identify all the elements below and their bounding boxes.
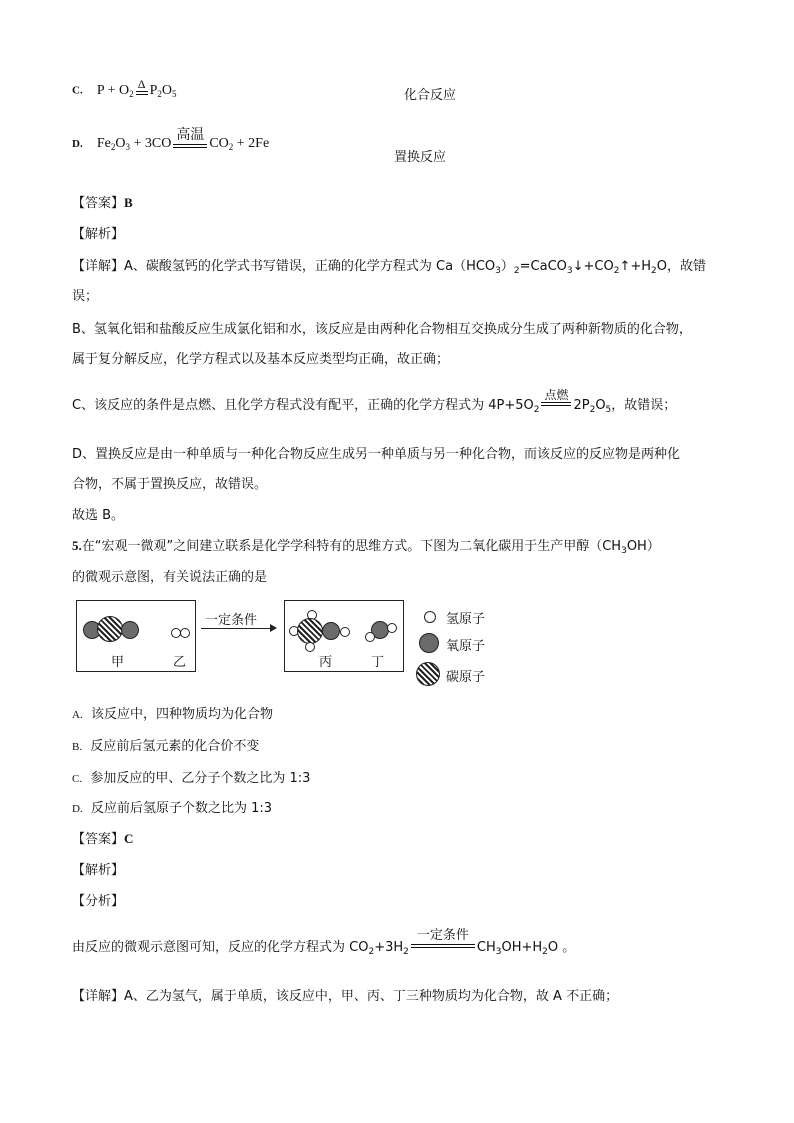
- option-c-type: 化合反应: [404, 88, 457, 103]
- arrowhead-icon: [270, 624, 277, 632]
- option-letter: D.: [72, 138, 83, 151]
- products-box: [284, 600, 404, 672]
- analysis-heading: 【解析】: [72, 227, 125, 242]
- detail-b-line2: 属于复分解反应，化学方程式以及基本反应类型均正确，故正确；: [72, 352, 450, 367]
- question-5-line2: 的微观示意图，有关说法正确的是: [72, 570, 268, 585]
- reaction-condition: Δ: [136, 78, 148, 95]
- label-bing: 丙: [319, 655, 333, 670]
- option-a: A. 该反应中，四种物质均为化合物: [72, 707, 273, 722]
- detail-line-a: 【详解】A、碳酸氢钙的化学式书写错误，正确的化学方程式为 $Ca(HCO_3)_2=CaCO_3↓+CO_2↑+H_2O$，故错: [72, 259, 707, 276]
- option-c: C. 参加反应的甲、乙分子个数之比为 1:3: [72, 771, 311, 786]
- hydrogen-atom-icon: [424, 611, 436, 623]
- detail-b-line1: B、氢氧化铝和盐酸反应生成氯化铝和水，该反应是由两种化合物相互交换成分生成了两种新物质的化合物，: [72, 322, 692, 337]
- option-d-row: [72, 128, 270, 154]
- analysis-heading: 【解析】: [72, 863, 125, 878]
- label-yi: 乙: [173, 655, 187, 670]
- carbon-atom-icon: [416, 662, 440, 686]
- fenxi-heading: 【分析】: [72, 894, 125, 909]
- option-c-row: [72, 77, 177, 99]
- reaction-condition: 一定条件: [411, 928, 475, 948]
- option-letter: C.: [72, 84, 83, 97]
- arrow-icon: [201, 628, 275, 629]
- oxygen-atom-icon: [121, 621, 139, 639]
- detail-2-line: 【详解】A、乙为氢气，属于单质，该反应中，甲、丙、丁三种物质均为化合物，故 A 不正确；: [72, 989, 619, 1004]
- hydrogen-atom-icon: [305, 642, 315, 652]
- hydrogen-atom-icon: [365, 632, 375, 642]
- oxygen-atom-icon: [419, 633, 439, 653]
- legend-carbon: 碳原子: [446, 670, 486, 685]
- option-d: D. 反应前后氢原子个数之比为 1:3: [72, 801, 273, 816]
- answer-line: [72, 828, 133, 847]
- answer-value: B: [124, 195, 133, 210]
- legend-oxygen: 氧原子: [446, 639, 486, 654]
- equation: $P + O_2$ Δ $P_2O_5$: [96, 77, 177, 99]
- analysis-equation-line: 由反应的微观示意图可知，反应的化学方程式为 $CO_2+3H_2$ 一定条件 $CH_3OH+H_2O$ 。: [72, 927, 576, 957]
- reaction-condition: 点燃: [541, 389, 571, 406]
- reactants-box: [76, 600, 196, 672]
- option-d-type: 置换反应: [394, 150, 447, 165]
- arrow-label: 一定条件: [205, 613, 258, 628]
- detail-d-line2: 合物，不属于置换反应，故错误。: [72, 477, 268, 492]
- question-number: 5.: [72, 538, 82, 553]
- detail-c-line: C、该反应的条件是点燃、且化学方程式没有配平，正确的化学方程式为 $4P+5O_2$ 点燃 $2P_2O_5$，故错误；: [72, 388, 677, 415]
- answer-line: [72, 192, 133, 211]
- hydrogen-atom-icon: [340, 627, 350, 637]
- answer-tag: 【答案】: [72, 832, 125, 847]
- detail-line-a-cont: 误；: [72, 289, 99, 304]
- label-ding: 丁: [371, 655, 385, 670]
- hydrogen-atom-icon: [387, 623, 397, 633]
- question-5-line1: 5.在“宏观一微观”之间建立联系是化学学科特有的思维方式。下图为二氧化碳用于生产甲醇$(CH_3OH)$: [72, 538, 660, 556]
- label-jia: 甲: [111, 655, 125, 670]
- reaction-condition: 高温: [173, 128, 207, 148]
- answer-value: C: [124, 831, 134, 846]
- conclusion: 故选 B。: [72, 508, 125, 523]
- option-b: B. 反应前后氢元素的化合价不变: [72, 739, 260, 754]
- answer-tag: 【答案】: [72, 196, 125, 211]
- equation: $Fe_2O_3 + 3CO$ 高温 $CO_2 + 2Fe$: [96, 128, 270, 153]
- oxygen-atom-icon: [322, 622, 340, 640]
- legend-hydrogen: 氢原子: [446, 612, 486, 627]
- hydrogen-atom-icon: [180, 628, 190, 638]
- carbon-atom-icon: [97, 616, 123, 642]
- detail-d-line1: D、置换反应是由一种单质与一种化合物反应生成另一种单质与另一种化合物，而该反应的反应物是两种化: [72, 447, 681, 462]
- carbon-atom-icon: [297, 618, 323, 644]
